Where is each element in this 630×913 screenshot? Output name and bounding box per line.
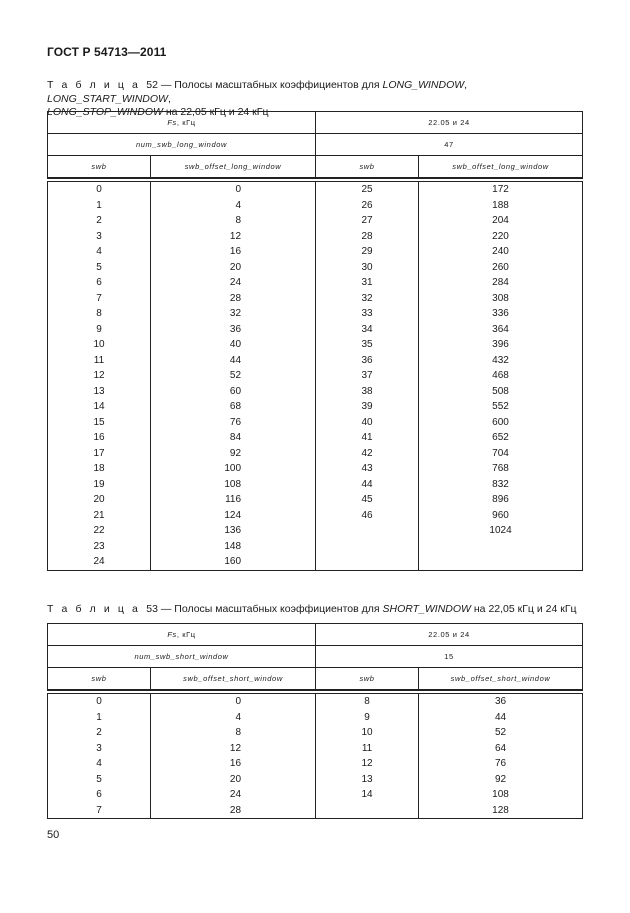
- offset-right-cell: 76: [419, 756, 583, 772]
- swb-right-cell: [316, 803, 419, 819]
- swb-right-cell: 11: [316, 741, 419, 757]
- table-row: [48, 213, 583, 229]
- offset-left-cell: 28: [151, 803, 316, 819]
- offset-left-cell: 116: [151, 492, 316, 508]
- fs-value-cell: 22.05 и 24: [316, 112, 583, 134]
- swb-right-cell: 40: [316, 415, 419, 431]
- col-offset-right: swb_offset_long_window: [419, 156, 583, 179]
- swb-right-cell: 32: [316, 291, 419, 307]
- offset-right-cell: 284: [419, 275, 583, 291]
- table-row: [48, 244, 583, 260]
- swb-left-cell: 4: [48, 756, 151, 772]
- swb-right-cell: 31: [316, 275, 419, 291]
- offset-right-cell: [419, 554, 583, 570]
- table-row: [48, 772, 583, 788]
- offset-left-cell: 0: [151, 182, 316, 198]
- swb-right-cell: 29: [316, 244, 419, 260]
- caption-text: — Полосы масштабных коэффициентов для: [157, 603, 383, 615]
- swb-right-cell: [316, 554, 419, 570]
- swb-right-cell: 45: [316, 492, 419, 508]
- table-row: [48, 322, 583, 338]
- offset-right-cell: 260: [419, 260, 583, 276]
- swb-right-cell: 44: [316, 477, 419, 493]
- offset-right-cell: 652: [419, 430, 583, 446]
- caption-prefix: Т а б л и ц а: [47, 603, 141, 615]
- col-offset-left: swb_offset_short_window: [151, 668, 316, 691]
- offset-left-cell: 60: [151, 384, 316, 400]
- offset-right-cell: 704: [419, 446, 583, 462]
- offset-left-cell: 68: [151, 399, 316, 415]
- table-row: [48, 756, 583, 772]
- offset-left-cell: 100: [151, 461, 316, 477]
- swb-left-cell: 12: [48, 368, 151, 384]
- offset-left-cell: 8: [151, 725, 316, 741]
- swb-left-cell: 0: [48, 694, 151, 710]
- swb-left-cell: 19: [48, 477, 151, 493]
- swb-right-cell: 36: [316, 353, 419, 369]
- document-header: ГОСТ Р 54713—2011: [47, 45, 167, 59]
- offset-left-cell: 76: [151, 415, 316, 431]
- swb-left-cell: 3: [48, 741, 151, 757]
- table-row: [48, 477, 583, 493]
- swb-left-cell: 20: [48, 492, 151, 508]
- offset-left-cell: 136: [151, 523, 316, 539]
- table-row: [48, 291, 583, 307]
- offset-right-cell: 832: [419, 477, 583, 493]
- col-swb-left: swb: [48, 668, 151, 691]
- swb-left-cell: 10: [48, 337, 151, 353]
- fs-label-unit: , кГц: [176, 118, 196, 127]
- offset-right-cell: 188: [419, 198, 583, 214]
- caption-prefix: Т а б л и ц а: [47, 79, 141, 91]
- table-row: [48, 523, 583, 539]
- swb-left-cell: 14: [48, 399, 151, 415]
- swb-left-cell: 1: [48, 198, 151, 214]
- offset-right-cell: 52: [419, 725, 583, 741]
- swb-left-cell: 7: [48, 803, 151, 819]
- col-swb-left: swb: [48, 156, 151, 179]
- swb-right-cell: 41: [316, 430, 419, 446]
- caption-window-long: LONG_WINDOW: [382, 79, 465, 91]
- caption-window-long-stop: LONG_STOP_WINDOW: [47, 106, 163, 118]
- offset-left-cell: 8: [151, 213, 316, 229]
- fs-label-cell: [48, 112, 316, 134]
- caption-number: 53: [146, 603, 158, 615]
- offset-left-cell: 148: [151, 539, 316, 555]
- swb-left-cell: 9: [48, 322, 151, 338]
- num-swb-label: num_swb_long_window: [48, 134, 316, 156]
- page-number: 50: [47, 829, 60, 841]
- table-row: [48, 508, 583, 524]
- num-swb-value: 47: [316, 134, 583, 156]
- swb-right-cell: 26: [316, 198, 419, 214]
- swb-right-cell: 30: [316, 260, 419, 276]
- swb-right-cell: 39: [316, 399, 419, 415]
- table-row: [48, 803, 583, 819]
- table-row: [48, 430, 583, 446]
- table-53-body: [48, 694, 583, 819]
- offset-left-cell: 52: [151, 368, 316, 384]
- offset-right-cell: 1024: [419, 523, 583, 539]
- swb-right-cell: 42: [316, 446, 419, 462]
- swb-left-cell: 23: [48, 539, 151, 555]
- offset-left-cell: 0: [151, 694, 316, 710]
- table-row: [48, 554, 583, 570]
- fs-value-cell: 22.05 и 24: [316, 624, 583, 646]
- table-row: [48, 368, 583, 384]
- table-row: [48, 198, 583, 214]
- table-row: [48, 275, 583, 291]
- fs-row: [48, 624, 583, 646]
- offset-right-cell: [419, 539, 583, 555]
- fs-label-unit: , кГц: [176, 630, 196, 639]
- col-swb-right: swb: [316, 668, 419, 691]
- swb-left-cell: 24: [48, 554, 151, 570]
- caption-separator: ,: [167, 92, 171, 105]
- offset-right-cell: 396: [419, 337, 583, 353]
- table-row: [48, 787, 583, 803]
- offset-right-cell: 768: [419, 461, 583, 477]
- table-53: [47, 623, 583, 819]
- table-row: [48, 710, 583, 726]
- swb-right-cell: 35: [316, 337, 419, 353]
- offset-left-cell: 12: [151, 741, 316, 757]
- table-row: [48, 446, 583, 462]
- table-row: [48, 399, 583, 415]
- offset-right-cell: 220: [419, 229, 583, 245]
- offset-left-cell: 160: [151, 554, 316, 570]
- swb-right-cell: 9: [316, 710, 419, 726]
- caption-window-long-start: LONG_START_WINDOW: [47, 92, 168, 105]
- offset-right-cell: 960: [419, 508, 583, 524]
- table-row: [48, 725, 583, 741]
- caption-separator: ,: [464, 79, 468, 91]
- offset-left-cell: 28: [151, 291, 316, 307]
- col-offset-left: swb_offset_long_window: [151, 156, 316, 179]
- offset-left-cell: 44: [151, 353, 316, 369]
- swb-left-cell: 16: [48, 430, 151, 446]
- offset-right-cell: 108: [419, 787, 583, 803]
- swb-right-cell: 34: [316, 322, 419, 338]
- offset-left-cell: 36: [151, 322, 316, 338]
- swb-left-cell: 8: [48, 306, 151, 322]
- offset-left-cell: 92: [151, 446, 316, 462]
- num-swb-row: [48, 646, 583, 668]
- swb-left-cell: 15: [48, 415, 151, 431]
- offset-left-cell: 84: [151, 430, 316, 446]
- swb-right-cell: 10: [316, 725, 419, 741]
- swb-right-cell: 43: [316, 461, 419, 477]
- caption-suffix: на 22,05 кГц и 24 кГц: [162, 106, 269, 118]
- table-52: [47, 111, 583, 571]
- swb-left-cell: 6: [48, 275, 151, 291]
- swb-right-cell: 27: [316, 213, 419, 229]
- swb-left-cell: 17: [48, 446, 151, 462]
- offset-right-cell: 364: [419, 322, 583, 338]
- swb-right-cell: 33: [316, 306, 419, 322]
- swb-left-cell: 6: [48, 787, 151, 803]
- offset-right-cell: 336: [419, 306, 583, 322]
- offset-right-cell: 432: [419, 353, 583, 369]
- swb-right-cell: 8: [316, 694, 419, 710]
- offset-right-cell: 64: [419, 741, 583, 757]
- offset-right-cell: 36: [419, 694, 583, 710]
- swb-left-cell: 3: [48, 229, 151, 245]
- num-swb-label: num_swb_short_window: [48, 646, 316, 668]
- offset-left-cell: 4: [151, 198, 316, 214]
- offset-left-cell: 16: [151, 756, 316, 772]
- caption-window-short: SHORT_WINDOW: [382, 603, 471, 615]
- swb-left-cell: 18: [48, 461, 151, 477]
- table-row: [48, 182, 583, 198]
- fs-label-cell: [48, 624, 316, 646]
- offset-right-cell: 172: [419, 182, 583, 198]
- swb-left-cell: 11: [48, 353, 151, 369]
- offset-right-cell: 204: [419, 213, 583, 229]
- offset-right-cell: 552: [419, 399, 583, 415]
- table-row: [48, 461, 583, 477]
- offset-left-cell: 124: [151, 508, 316, 524]
- swb-left-cell: 5: [48, 260, 151, 276]
- column-header-row: [48, 156, 583, 179]
- table-row: [48, 741, 583, 757]
- table-row: [48, 306, 583, 322]
- table-row: [48, 492, 583, 508]
- offset-left-cell: 24: [151, 275, 316, 291]
- swb-left-cell: 1: [48, 710, 151, 726]
- table-row: [48, 415, 583, 431]
- table-row: [48, 694, 583, 710]
- swb-left-cell: 2: [48, 213, 151, 229]
- swb-right-cell: 12: [316, 756, 419, 772]
- table-row: [48, 229, 583, 245]
- table-row: [48, 260, 583, 276]
- swb-right-cell: 46: [316, 508, 419, 524]
- column-header-row: [48, 668, 583, 691]
- offset-left-cell: 4: [151, 710, 316, 726]
- offset-left-cell: 40: [151, 337, 316, 353]
- table-row: [48, 384, 583, 400]
- num-swb-value: 15: [316, 646, 583, 668]
- swb-left-cell: 5: [48, 772, 151, 788]
- fs-label-var: Fs: [167, 118, 177, 127]
- fs-row: [48, 112, 583, 134]
- offset-right-cell: 44: [419, 710, 583, 726]
- offset-left-cell: 20: [151, 772, 316, 788]
- swb-right-cell: 28: [316, 229, 419, 245]
- swb-left-cell: 13: [48, 384, 151, 400]
- col-swb-right: swb: [316, 156, 419, 179]
- swb-right-cell: 25: [316, 182, 419, 198]
- swb-right-cell: 13: [316, 772, 419, 788]
- offset-right-cell: 600: [419, 415, 583, 431]
- offset-right-cell: 240: [419, 244, 583, 260]
- table-53-caption: [47, 603, 583, 617]
- swb-right-cell: 37: [316, 368, 419, 384]
- offset-left-cell: 16: [151, 244, 316, 260]
- offset-left-cell: 24: [151, 787, 316, 803]
- swb-right-cell: 14: [316, 787, 419, 803]
- swb-left-cell: 22: [48, 523, 151, 539]
- swb-left-cell: 2: [48, 725, 151, 741]
- swb-left-cell: 21: [48, 508, 151, 524]
- offset-left-cell: 20: [151, 260, 316, 276]
- offset-right-cell: 92: [419, 772, 583, 788]
- offset-right-cell: 128: [419, 803, 583, 819]
- table-row: [48, 353, 583, 369]
- offset-right-cell: 308: [419, 291, 583, 307]
- swb-left-cell: 4: [48, 244, 151, 260]
- offset-left-cell: 12: [151, 229, 316, 245]
- col-offset-right: swb_offset_short_window: [419, 668, 583, 691]
- fs-label-var: Fs: [167, 630, 177, 639]
- offset-right-cell: 468: [419, 368, 583, 384]
- offset-left-cell: 108: [151, 477, 316, 493]
- offset-right-cell: 896: [419, 492, 583, 508]
- num-swb-row: [48, 134, 583, 156]
- caption-suffix: на 22,05 кГц и 24 кГц: [470, 603, 577, 615]
- swb-right-cell: [316, 539, 419, 555]
- swb-right-cell: [316, 523, 419, 539]
- caption-number: 52: [146, 79, 158, 91]
- offset-right-cell: 508: [419, 384, 583, 400]
- table-row: [48, 539, 583, 555]
- table-row: [48, 337, 583, 353]
- swb-left-cell: 0: [48, 182, 151, 198]
- table-52-body: [48, 182, 583, 571]
- caption-text: — Полосы масштабных коэффициентов для: [157, 79, 383, 91]
- swb-left-cell: 7: [48, 291, 151, 307]
- offset-left-cell: 32: [151, 306, 316, 322]
- swb-right-cell: 38: [316, 384, 419, 400]
